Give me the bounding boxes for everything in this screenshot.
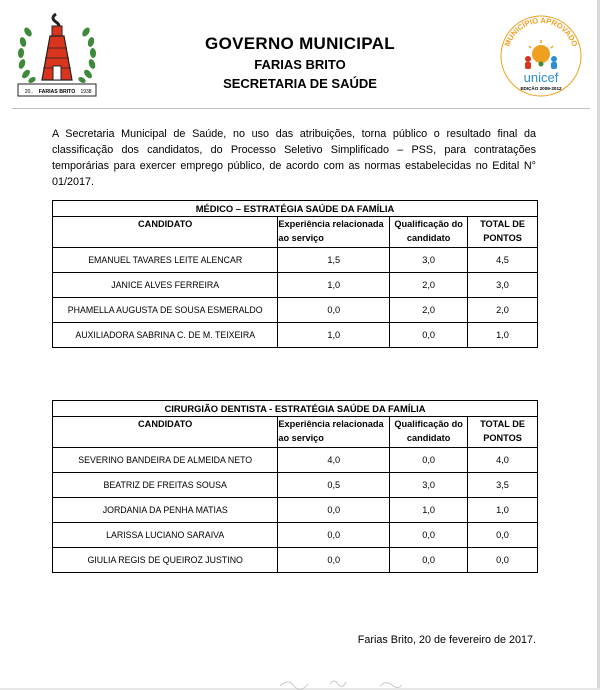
qualification-score: 0,0 (390, 523, 468, 548)
results-table-dentista (52, 400, 538, 573)
candidate-name: AUXILIADORA SABRINA C. DE M. TEIXEIRA (53, 323, 278, 348)
column-header-candidate: CANDIDATO (53, 417, 278, 448)
column-header-qualification: Qualificação do candidato (390, 417, 468, 448)
qualification-score: 2,0 (390, 298, 468, 323)
experience-score: 1,0 (278, 323, 390, 348)
column-header-qualification: Qualificação do candidato (390, 217, 468, 248)
seal-edition: EDIÇÃO 2009-2012 (520, 86, 562, 91)
table-row (53, 248, 538, 273)
table-row (53, 448, 538, 473)
document-header (0, 0, 600, 110)
total-score: 2,0 (468, 298, 538, 323)
candidate-name: SEVERINO BANDEIRA DE ALMEIDA NETO (53, 448, 278, 473)
column-header-candidate: CANDIDATO (53, 217, 278, 248)
header-title: GOVERNO MUNICIPAL (205, 34, 395, 53)
candidate-name: JANICE ALVES FERREIRA (53, 273, 278, 298)
document-date: Farias Brito, 20 de fevereiro de 2017. (357, 634, 536, 646)
experience-score: 4,0 (278, 448, 390, 473)
table-row (53, 323, 538, 348)
signature-mark (270, 674, 430, 690)
column-header-experience: Experiência relacionada ao serviço (278, 417, 390, 448)
crest-banner-left: 20.. (24, 89, 34, 95)
experience-score: 1,5 (278, 248, 390, 273)
candidate-name: EMANUEL TAVARES LEITE ALENCAR (53, 248, 278, 273)
qualification-score: 3,0 (390, 248, 468, 273)
candidate-name: BEATRIZ DE FREITAS SOUSA (53, 473, 278, 498)
crest-banner-center: FARIAS BRITO (38, 89, 76, 95)
seal-arc-text: MUNICÍPIO APROVADO (502, 15, 580, 48)
qualification-score: 1,0 (390, 498, 468, 523)
candidate-name: GIULIA REGIS DE QUEIROZ JUSTINO (53, 548, 278, 573)
seal-brand: unicef (523, 70, 559, 85)
candidate-name: JORDANIA DA PENHA MATIAS (53, 498, 278, 523)
table-row (53, 273, 538, 298)
header-department: SECRETARIA DE SAÚDE (223, 76, 377, 91)
unicef-seal-logo (498, 12, 584, 98)
header-divider (12, 108, 590, 109)
header-city: FARIAS BRITO (254, 57, 346, 72)
qualification-score: 3,0 (390, 473, 468, 498)
total-score: 3,5 (468, 473, 538, 498)
intro-paragraph: A Secretaria Municipal de Saúde, no uso das atribuições, torna público o resultado final da classificação dos candidatos, do Processo Seletivo Simplificado – PSS, para contratações temporárias para exercer emprego público, de acordo com as normas estabelecidas no Edital N° 01/2017. (52, 128, 536, 188)
total-score: 0,0 (468, 548, 538, 573)
qualification-score: 0,0 (390, 448, 468, 473)
experience-score: 1,0 (278, 273, 390, 298)
qualification-score: 2,0 (390, 273, 468, 298)
table-row (53, 523, 538, 548)
table-section-header (53, 201, 538, 217)
column-header-experience: Experiência relacionada ao serviço (278, 217, 390, 248)
candidate-name: LARISSA LUCIANO SARAIVA (53, 523, 278, 548)
qualification-score: 0,0 (390, 323, 468, 348)
experience-score: 0,5 (278, 473, 390, 498)
qualification-score: 0,0 (390, 548, 468, 573)
column-header-total: TOTAL DE PONTOS (468, 217, 538, 248)
total-score: 3,0 (468, 273, 538, 298)
table-row (53, 548, 538, 573)
table-column-headers (53, 417, 538, 448)
total-score: 4,5 (468, 248, 538, 273)
total-score: 4,0 (468, 448, 538, 473)
total-score: 1,0 (468, 323, 538, 348)
header-titles (130, 34, 470, 91)
experience-score: 0,0 (278, 523, 390, 548)
total-score: 1,0 (468, 498, 538, 523)
section-title: MÉDICO – ESTRATÉGIA SAÚDE DA FAMÍLIA (53, 201, 538, 217)
crest-banner-right: 1938 (80, 89, 92, 95)
table-row (53, 298, 538, 323)
experience-score: 0,0 (278, 548, 390, 573)
table-row (53, 473, 538, 498)
experience-score: 0,0 (278, 298, 390, 323)
table-row (53, 498, 538, 523)
results-table-medico (52, 200, 538, 348)
candidate-name: PHAMELLA AUGUSTA DE SOUSA ESMERALDO (53, 298, 278, 323)
section-title: CIRURGIÃO DENTISTA - ESTRATÉGIA SAÚDE DA FAMÍLIA (53, 401, 538, 417)
table-section-header (53, 401, 538, 417)
table-column-headers (53, 217, 538, 248)
total-score: 0,0 (468, 523, 538, 548)
experience-score: 0,0 (278, 498, 390, 523)
column-header-total: TOTAL DE PONTOS (468, 417, 538, 448)
municipal-crest-logo (12, 8, 102, 100)
